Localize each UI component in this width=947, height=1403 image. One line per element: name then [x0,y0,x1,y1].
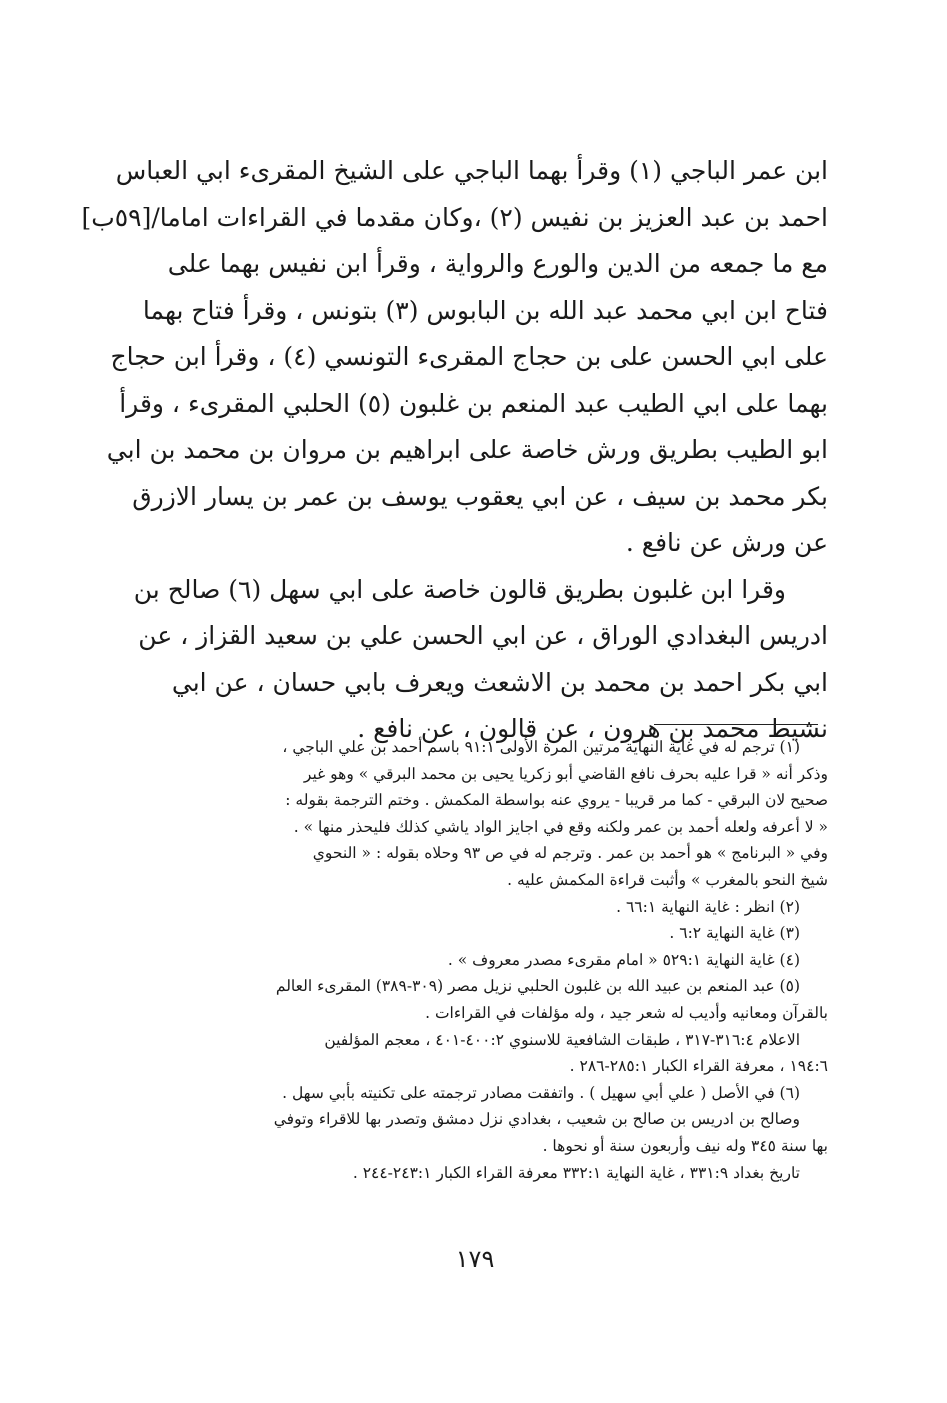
footnote-line: الاعلام ٣١٦:٤-٣١٧ ، طبقات الشافعية للاسنوي ٤٠٠:٢-٤٠١ ، معجم المؤلفين [324,1030,800,1049]
main-text-line: احمد بن عبد العزيز بن نفيس (٢) ،وكان مقدما في القراءات اماما/[٥٩ب] [81,202,828,232]
footnote-line: بالقرآن ومعانيه وأديب له شعر جيد ، وله مؤلفات في القراءات . [425,1003,828,1022]
page-number: ١٧٩ [455,1245,495,1273]
main-text-block [81,148,828,753]
main-text-line: ابي بكر احمد بن محمد بن الاشعث ويعرف بابي حسان ، عن ابي [171,667,828,697]
footnote-line: (١) ترجم له في غاية النهاية مرتين المرة الأولى ٩١:١ باسم أحمد بن علي الباجي ، [282,738,800,756]
main-text-line: عن ورش عن نافع . [625,528,828,557]
footnote-line: تاريخ بغداد ٣٣١:٩ ، غاية النهاية ٣٣٢:١ معرفة القراء الكبار ٢٤٣:١-٢٤٤ . [352,1163,800,1182]
footnote-line: (٢) انظر : غاية النهاية ٦٦:١ . [616,897,800,916]
main-text-line: نشيط محمد بن هرون ، عن قالون ، عن نافع . [357,714,828,743]
footnote-line: « لا أعرفه ولعله أحمد بن عمر ولكنه وقع في اجايز الواد ياشي كذلك فليحذر منها » . [293,817,828,836]
footnote-line: وصالح بن ادريس بن صالح بن شعيب ، بغدادي نزل دمشق وتصدر بها للاقراء وتوفي [273,1110,800,1129]
main-text-line: بهما على ابي الطيب عبد المنعم بن غلبون (٥) الحلبي المقرىء ، وقرأ [119,388,828,418]
main-text-line: على ابي الحسن على بن حجاج المقرىء التونسي (٤) ، وقرأ ابن حجاج [110,342,828,371]
main-text-line: بكر محمد بن سيف ، عن ابي يعقوب يوسف بن عمر بن يسار الازرق [132,481,828,511]
footnote-line: صحيح لان البرقي - كما مر قريبا - يروي عنه بواسطة المكمش . وختم الترجمة بقوله : [285,791,828,810]
footnote-separator [654,724,818,725]
main-text-line: ابن عمر الباجي (١) وقرأ بهما الباجي على الشيخ المقرىء ابي العباس [115,156,828,185]
footnote-line: (٤) غاية النهاية ٥٢٩:١ « امام مقرىء مصدر معروف » . [447,950,800,969]
main-text-line: ادريس البغدادي الوراق ، عن ابي الحسن علي بن سعيد القزاز ، عن [138,621,828,650]
footnote-line: وذكر أنه « قرا عليه بحرف نافع القاضي أبو زكريا يحيى بن محمد البرقي » وهو غير [303,764,828,783]
main-text-line: وقرا ابن غلبون بطريق قالون خاصة على ابي سهل (٦) صالح بن [133,574,786,604]
footnote-line: بها سنة ٣٤٥ وله نيف وأربعون سنة أو نحوها . [542,1136,828,1155]
footnote-line: ١٩٤:٦ ، معرفة القراء الكبار ٢٨٥:١-٢٨٦ . [569,1057,828,1076]
footnote-line: (٣) غاية النهاية ٦:٢ . [669,924,800,943]
main-text-line: فتاح ابن ابي محمد عبد الله بن البابوس (٣) بتونس ، وقرأ فتاح بهما [142,295,828,325]
footnote-line: (٥) عبد المنعم بن عبيد الله بن غلبون الحلبي نزيل مصر (٣٠٩-٣٨٩) المقرىء العالم [275,977,800,996]
main-text-line: مع ما جمعه من الدين والورع والرواية ، وقرأ ابن نفيس بهما على [167,249,828,278]
footnote-line: وفي « البرنامج » هو أحمد بن عمر . وترجم له في ص ٩٣ وحلاه بقوله : « النحوي [312,844,828,863]
footnote-line: (٦) في الأصل ( علي أبي سهيل ) . واتفقت مصادر ترجمته على تكنيته بأبي سهل . [282,1083,800,1102]
footnotes-block [148,734,828,1186]
main-text-line: ابو الطيب بطريق ورش خاصة على ابراهيم بن مروان بن محمد بن ابي [106,435,828,464]
footnote-line: شيخ النحو بالمغرب » وأثبت قراءة المكمش عليه . [507,870,828,889]
